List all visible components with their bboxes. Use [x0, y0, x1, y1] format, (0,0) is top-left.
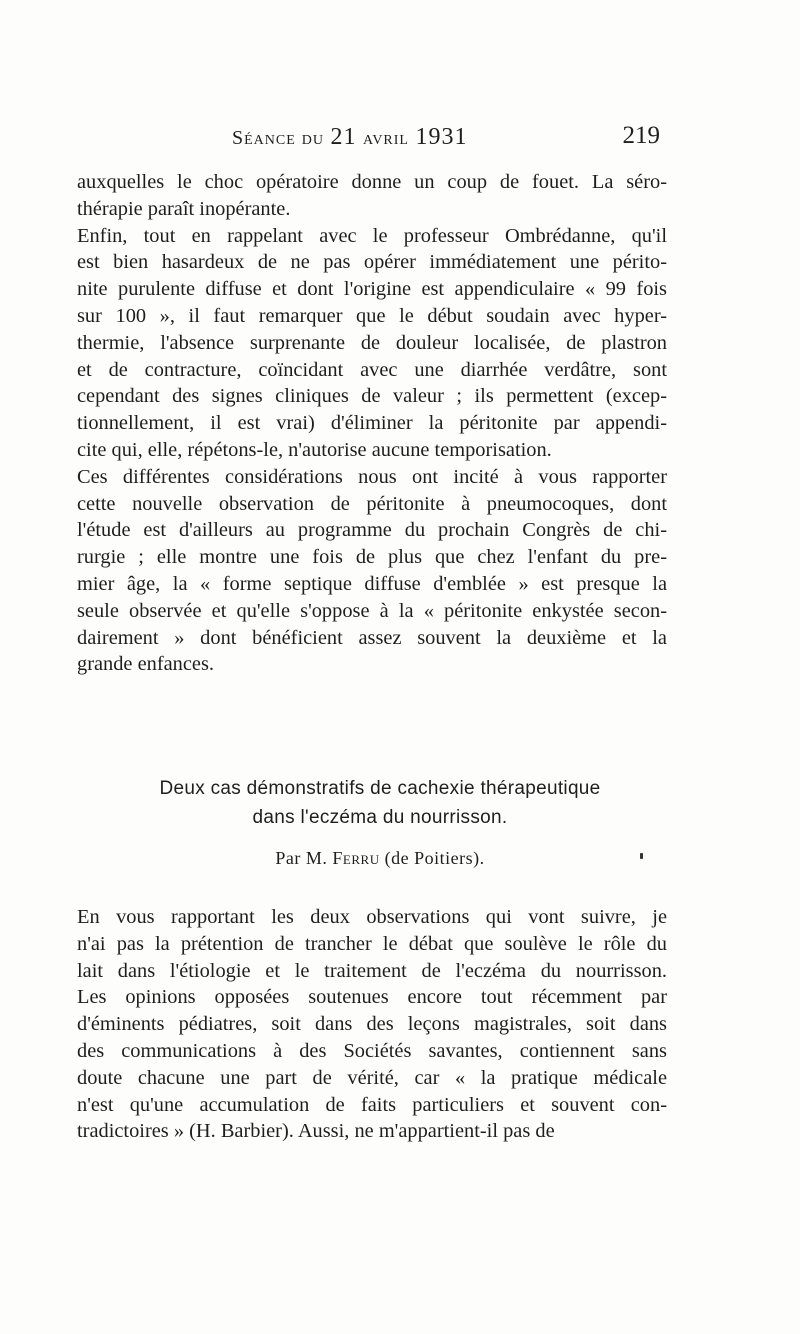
text-line: Ces différentes considérations nous ont incité à vous rapporter — [77, 465, 667, 488]
text-line: et de contracture, coïncidant avec une diarrhée verdâtre, sont — [77, 358, 667, 381]
text-line: seule observée et qu'elle s'oppose à la « péritonite enkystée secon- — [77, 599, 667, 622]
text-line: est bien hasardeux de ne pas opérer immédiatement une périto- — [77, 251, 667, 274]
byline-author: Ferru — [332, 848, 380, 868]
text-line: cite qui, elle, répétons-le, n'autorise aucune temporisation. — [77, 438, 552, 461]
text-line: mier âge, la « forme septique diffuse d'emblée » est presque la — [77, 572, 667, 595]
text-line: l'étude est d'ailleurs au programme du prochain Congrès de chi- — [77, 519, 667, 542]
byline-prefix: Par M. — [275, 848, 328, 868]
text-line: dairement » dont bénéficient assez souvent la deuxième et la — [77, 626, 667, 649]
text-line: thérapie paraît inopérante. — [77, 197, 291, 220]
paragraph — [77, 169, 667, 223]
text-line: thermie, l'absence surprenante de douleur localisée, de plastron — [77, 331, 667, 354]
text-line: tionnellement, il est vrai) d'éliminer la péritonite par appendi- — [77, 412, 667, 435]
running-head-year: 1931 — [415, 124, 468, 150]
text-line: Enfin, tout en rappelant avec le professeur Ombrédanne, qu'il — [77, 224, 667, 247]
text-line: rurgie ; elle montre une fois de plus que chez l'enfant du pre- — [77, 546, 667, 569]
byline-affiliation: (de Poitiers). — [384, 848, 485, 868]
running-head-month: avril — [363, 127, 409, 149]
article-title — [100, 774, 660, 832]
article-title-line-2: dans l'eczéma du nourrisson. — [252, 807, 508, 828]
running-head-day: 21 — [330, 124, 357, 150]
running-head-prefix: Séance du — [232, 127, 325, 149]
text-line: cependant des signes cliniques de valeur ; ils permettent (excep- — [77, 385, 667, 408]
text-line: Les opinions opposées soutenues encore tout récemment par — [77, 986, 667, 1009]
paragraph — [77, 904, 667, 1145]
text-line: nite purulente diffuse et dont l'origine est appendiculaire « 99 fois — [77, 278, 667, 301]
text-line: des communications à des Sociétés savantes, contiennent sans — [77, 1039, 667, 1062]
article-byline — [100, 848, 660, 869]
body-text-top — [77, 169, 667, 678]
text-line: grande enfances. — [77, 653, 214, 676]
text-line: lait dans l'étiologie et le traitement de l'eczéma du nourrisson. — [77, 959, 667, 982]
text-line: tradictoires » (H. Barbier). Aussi, ne m'appartient-il pas de — [77, 1120, 555, 1143]
page-number: 219 — [622, 122, 660, 149]
text-line: n'est qu'une accumulation de faits particuliers et souvent con- — [77, 1093, 667, 1116]
running-head-title — [232, 124, 467, 151]
body-text-bottom — [77, 904, 667, 1145]
text-line: d'éminents pédiatres, soit dans des leçons magistrales, soit dans — [77, 1013, 667, 1036]
paragraph — [77, 464, 667, 678]
article-title-line-1: Deux cas démonstratifs de cachexie thérapeutique — [159, 778, 601, 799]
running-head — [232, 124, 660, 154]
print-speck — [640, 853, 643, 859]
text-line: n'ai pas la prétention de trancher le débat que soulève le rôle du — [77, 932, 667, 955]
text-line: sur 100 », il faut remarquer que le début soudain avec hyper- — [77, 304, 667, 327]
text-line: doute chacune une part de vérité, car « la pratique médicale — [77, 1066, 667, 1089]
paragraph — [77, 223, 667, 464]
text-line: auxquelles le choc opératoire donne un coup de fouet. La séro- — [77, 171, 667, 193]
text-line: En vous rapportant les deux observations qui vont suivre, je — [77, 906, 667, 928]
text-line: cette nouvelle observation de péritonite à pneumocoques, dont — [77, 492, 667, 515]
